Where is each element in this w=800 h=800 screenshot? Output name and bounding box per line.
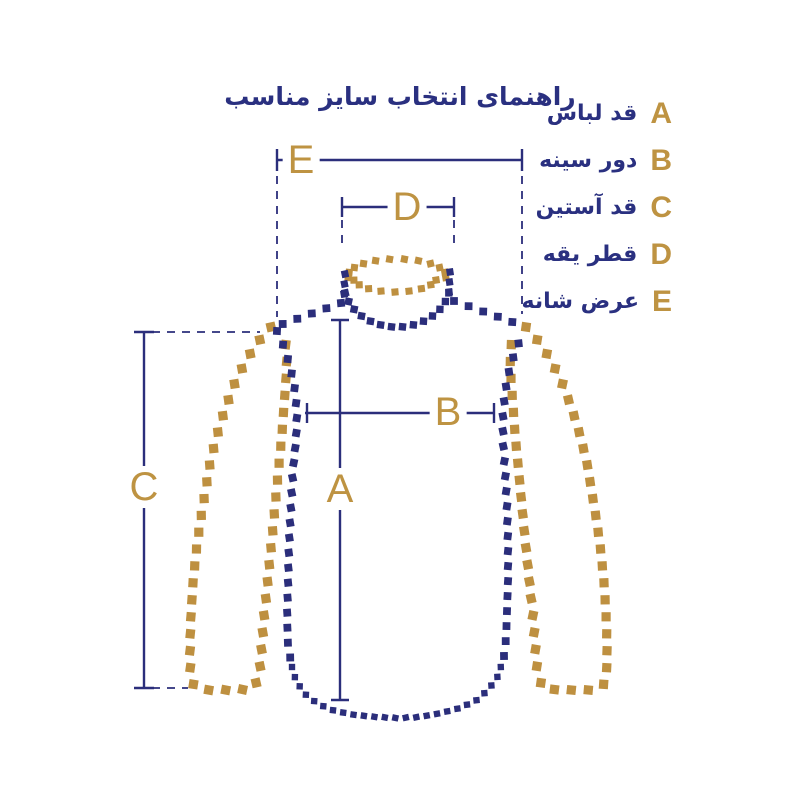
measure-label-a: A (322, 468, 359, 510)
measure-label-c: C (125, 466, 164, 508)
legend-item-b (522, 137, 672, 184)
legend-letter-e: E (651, 284, 672, 318)
measure-label-e: E (283, 139, 320, 181)
legend-label-e: عرض شانه (521, 289, 639, 314)
legend-item-d (522, 231, 672, 278)
legend-letter-b: B (650, 143, 672, 177)
legend-letter-a: A (650, 96, 672, 130)
legend-letter-d: D (650, 237, 672, 271)
legend-label-a: قد لباس (546, 101, 638, 126)
legend-item-a (522, 90, 672, 137)
legend-label-d: قطر یقه (542, 242, 638, 267)
legend-item-e (522, 278, 672, 325)
legend-item-c (522, 184, 672, 231)
legend (522, 90, 672, 325)
page-title: راهنمای انتخاب سایز مناسب (224, 82, 576, 111)
legend-label-b: دور سینه (539, 148, 638, 173)
measure-label-d: D (388, 186, 427, 228)
legend-letter-c: C (650, 190, 672, 224)
measure-label-b: B (430, 391, 467, 433)
legend-label-c: قد آستین (535, 195, 638, 220)
